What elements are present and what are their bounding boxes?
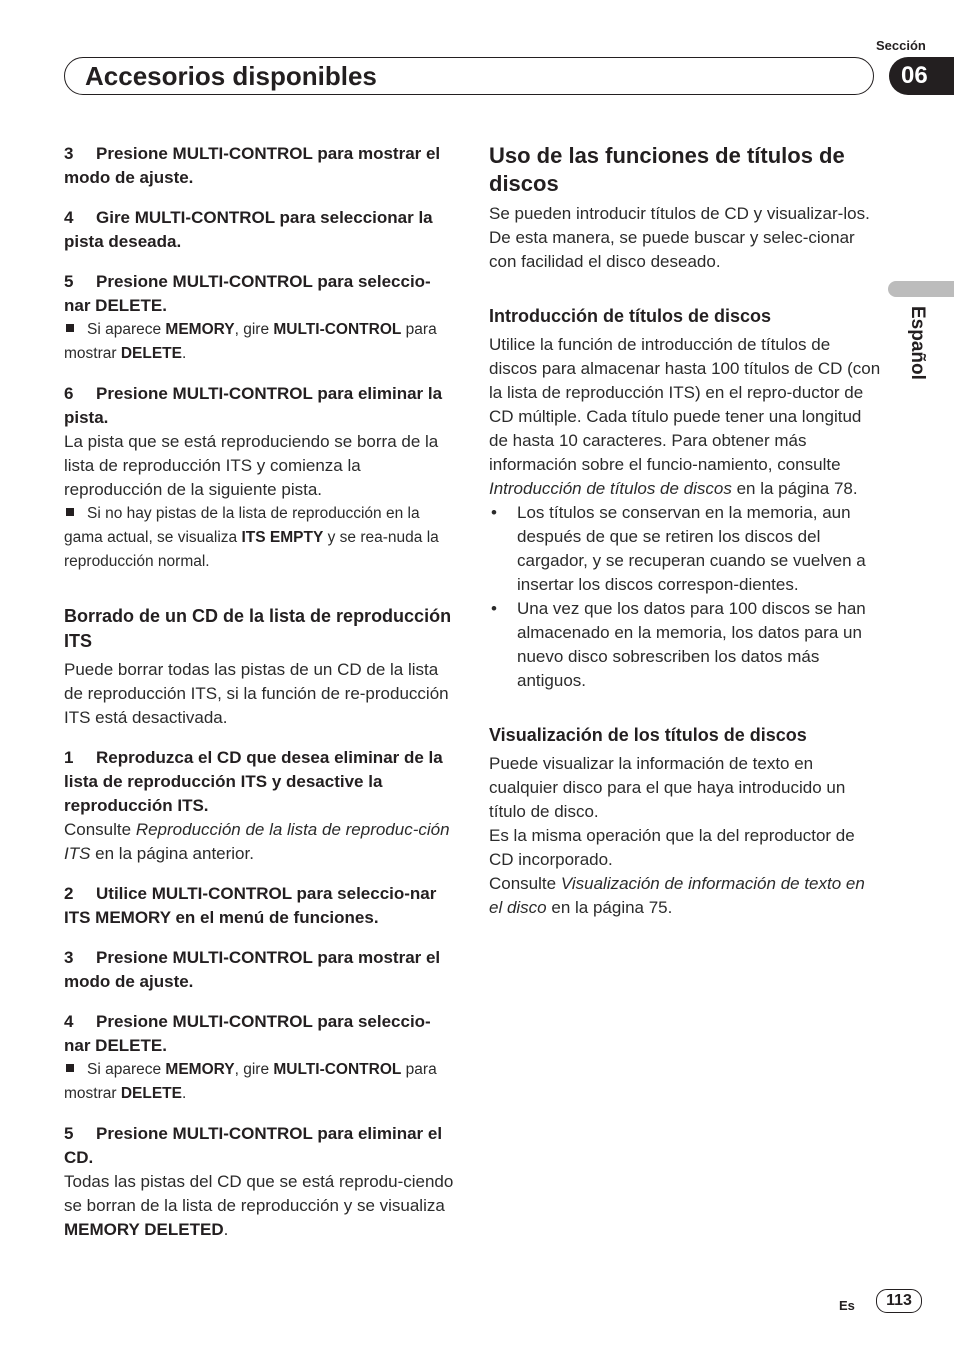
step-3b-show-adjust: 3 Presione MULTI-CONTROL para mostrar el modo de ajuste. (64, 948, 441, 991)
page-title-box (64, 57, 874, 95)
step-2-its-memory: 2 Utilice MULTI-CONTROL para seleccio-nar ITS MEMORY en el menú de funciones. (64, 884, 437, 927)
bullet-icon: • (491, 503, 497, 522)
step-4b-select-delete: 4 Presione MULTI-CONTROL para seleccio-nar DELETE. (64, 1012, 431, 1055)
square-bullet-icon (66, 324, 74, 332)
heading-borrado: Borrado de un CD de la lista de reproducción ITS (64, 606, 452, 651)
page-title: Accesorios disponibles (85, 61, 377, 91)
section-number-tab: 06 (889, 57, 954, 95)
bullet-item: • Una vez que los datos para 100 discos se han almacenado en la memoria, los datos para un nuevo disco sobrescriben los datos más antiguos. (489, 597, 881, 693)
footer-lang-code: Es (839, 1298, 855, 1313)
step-5-select-delete: 5 Presione MULTI-CONTROL para seleccio-nar DELETE. (64, 272, 431, 315)
heading-uso: Uso de las funciones de títulos de discos (489, 143, 845, 196)
paragraph-borrado: Puede borrar todas las pistas de un CD de la lista de reproducción ITS, si la función de re-producción ITS está desactivada. (64, 660, 449, 727)
left-column (64, 142, 454, 1242)
paragraph-visualizacion-3: Consulte Visualización de información de texto en el disco en la página 75. (489, 874, 865, 917)
paragraph-introduccion: Utilice la función de introducción de títulos de discos para almacenar hasta 100 títulos de CD (con la lista de reproducción ITS) en el repro-ductor de CD múltiple. Cada título puede tener una longitud de hasta 10 caracteres. Para obtener más información sobre el funcio-namiento, consulte Introducción de títulos de discos en la página 78. (489, 335, 881, 498)
note-its-empty: Si no hay pistas de la lista de reproducción en la gama actual, se visualiza ITS EMPTY y se rea-nuda la reproducción normal. (64, 505, 439, 570)
note-memory-2: Si aparece MEMORY, gire MULTI-CONTROL para mostrar DELETE. (64, 1061, 437, 1102)
step-3-show-adjust: 3 Presione MULTI-CONTROL para mostrar el modo de ajuste. (64, 144, 441, 187)
square-bullet-icon (66, 508, 74, 516)
step-5b-delete-cd: 5 Presione MULTI-CONTROL para eliminar el CD. (64, 1124, 443, 1167)
square-bullet-icon (66, 1064, 74, 1072)
bullet-icon: • (491, 599, 497, 618)
paragraph-track-deleted: La pista que se está reproduciendo se borra de la lista de reproducción ITS y comienza la reproducción de la siguiente pista. (64, 432, 439, 499)
step-1-play-cd: 1 Reproduzca el CD que desea eliminar de la lista de reproducción ITS y desactive la reproducción ITS. (64, 748, 443, 815)
section-label: Sección (876, 38, 926, 53)
step-6-delete-track: 6 Presione MULTI-CONTROL para eliminar la pista. (64, 384, 443, 427)
paragraph-see-previous: Consulte Reproducción de la lista de reproduc-ción ITS en la página anterior. (64, 820, 450, 863)
paragraph-visualizacion-2: Es la misma operación que la del reproductor de CD incorporado. (489, 826, 855, 869)
heading-introduccion: Introducción de títulos de discos (489, 306, 772, 326)
language-tab-label: Español (907, 306, 928, 380)
page-number: 113 (876, 1289, 922, 1313)
language-tab-bar (888, 281, 954, 297)
step-4-select-track: 4 Gire MULTI-CONTROL para seleccionar la pista deseada. (64, 208, 433, 251)
paragraph-uso: Se pueden introducir títulos de CD y visualizar-los. De esta manera, se puede buscar y selec-cionar con facilidad el disco deseado. (489, 204, 870, 271)
right-column (489, 142, 881, 920)
heading-visualizacion: Visualización de los títulos de discos (489, 725, 807, 745)
note-memory: Si aparece MEMORY, gire MULTI-CONTROL para mostrar DELETE. (64, 321, 437, 362)
paragraph-visualizacion-1: Puede visualizar la información de texto en cualquier disco para el que haya introducido un título de disco. (489, 754, 846, 821)
bullet-item: • Los títulos se conservan en la memoria, aun después de que se retiren los discos del cargador, y se recuperan cuando se vuelven a insertar los discos correspon-dientes. (489, 501, 881, 597)
paragraph-memory-deleted: Todas las pistas del CD que se está reprodu-ciendo se borran de la lista de reproducción y se visualiza MEMORY DELETED. (64, 1172, 454, 1239)
